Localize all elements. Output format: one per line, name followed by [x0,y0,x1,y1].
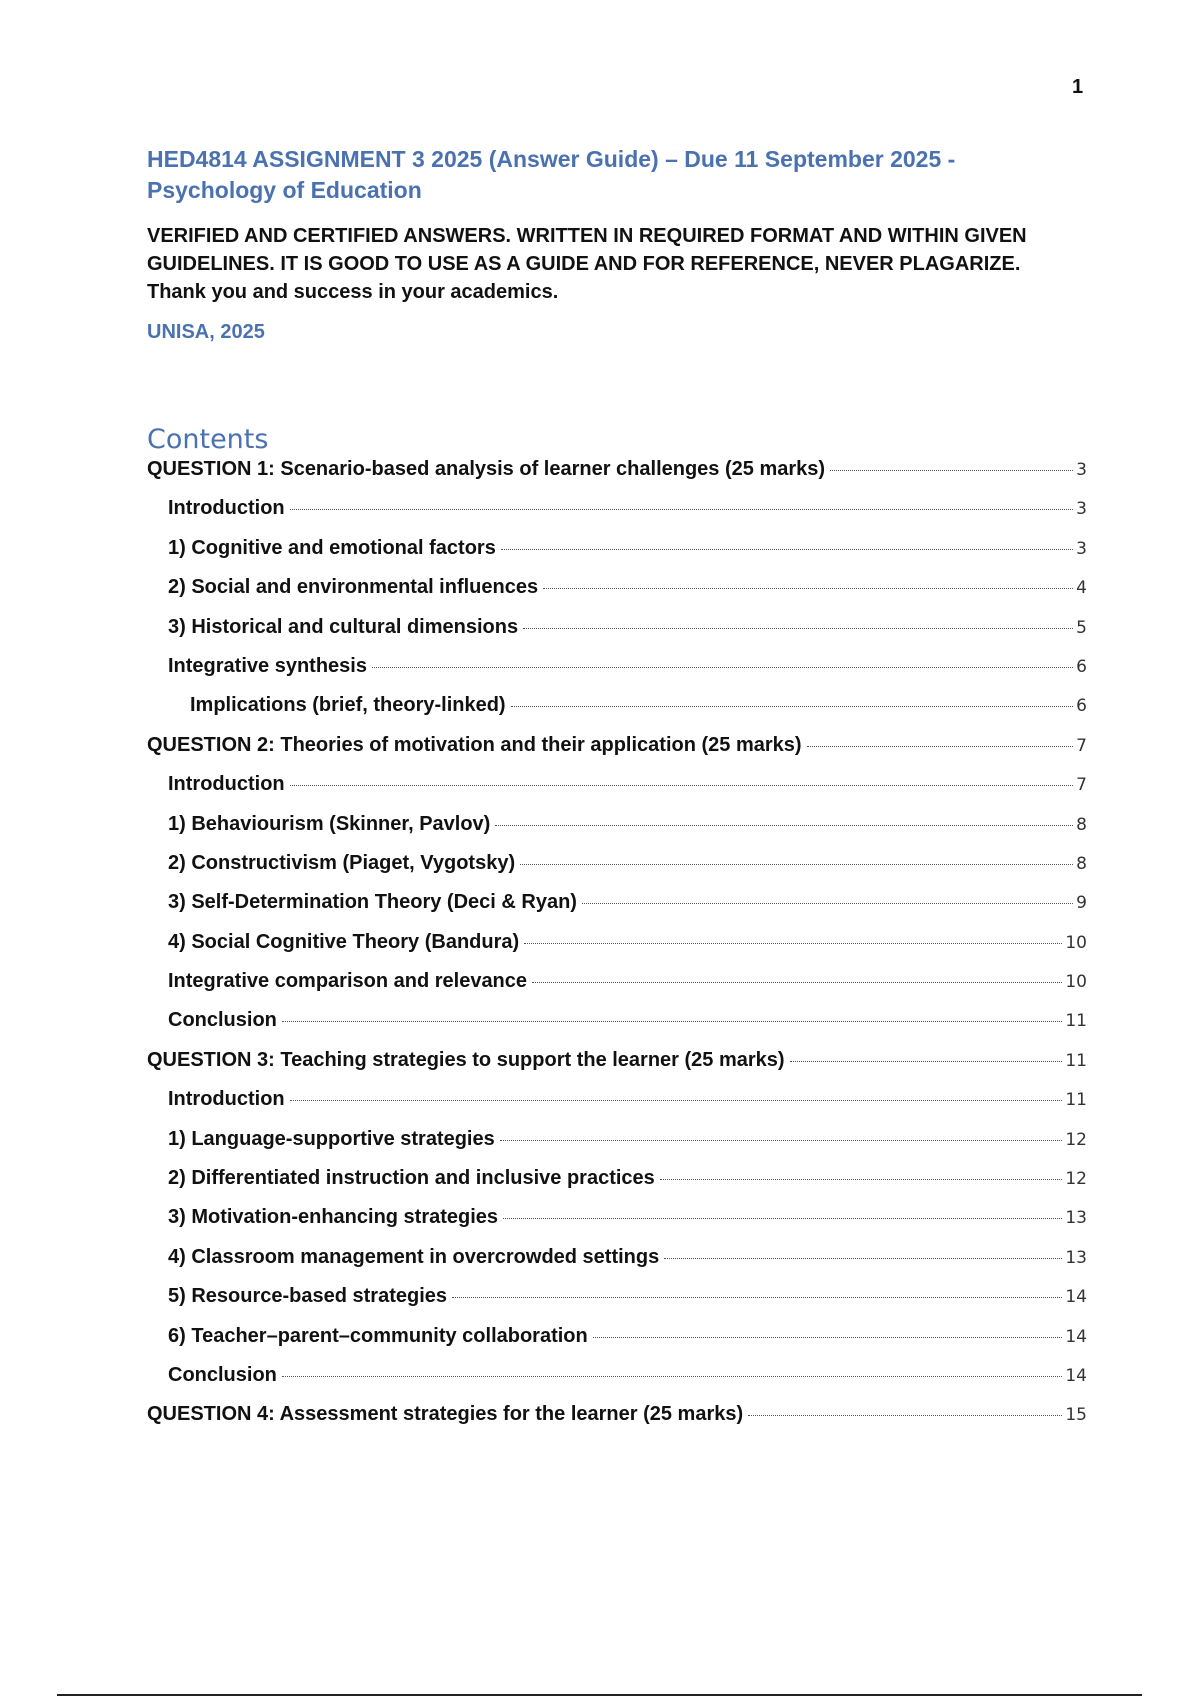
toc-entry-page: 12 [1065,1129,1087,1150]
toc-entry-title: 5) Resource-based strategies [168,1285,448,1308]
toc-entry-page: 4 [1076,578,1087,599]
toc-entry-title: 1) Cognitive and emotional factors [168,536,496,559]
toc-entry[interactable] [147,694,1087,733]
toc-dot-leader [501,549,1073,550]
toc-entry-page: 14 [1065,1287,1087,1308]
toc-dot-leader [372,667,1073,668]
toc-entry-page: 6 [1076,696,1087,717]
toc-entry[interactable] [147,773,1087,812]
toc-entry-page: 3 [1076,538,1087,559]
toc-dot-leader [830,470,1073,471]
toc-entry[interactable] [147,1246,1087,1285]
toc-dot-leader [582,903,1073,904]
toc-dot-leader [524,943,1062,944]
document-title: HED4814 ASSIGNMENT 3 2025 (Answer Guide) – Due 11 September 2025 - Psychology of Education [147,146,956,203]
toc-entry-title: 3) Motivation-enhancing strategies [168,1206,499,1229]
toc-entry-title: 6) Teacher–parent–community collaboration [168,1324,588,1347]
toc-dot-leader [495,825,1073,826]
toc-entry-title: 3) Self-Determination Theory (Deci & Ryan) [168,891,577,914]
toc-entry[interactable] [147,891,1087,930]
toc-entry[interactable] [147,537,1087,576]
toc-entry[interactable] [147,1403,1087,1442]
toc-entry-page: 10 [1065,932,1087,953]
toc-dot-leader [290,1100,1063,1101]
toc-entry-title: 1) Language-supportive strategies [168,1127,495,1150]
toc-entry[interactable] [147,458,1087,497]
toc-dot-leader [282,1021,1062,1022]
toc-entry-title: 2) Social and environmental influences [168,576,539,599]
toc-dot-leader [290,785,1074,786]
toc-entry-title: Introduction [168,497,285,520]
toc-entry-page: 11 [1065,1050,1087,1071]
toc-entry-title: 2) Differentiated instruction and inclusive practices [168,1167,655,1190]
institution-year: UNISA, 2025 [147,321,265,343]
toc-entry-title: Implications (brief, theory-linked) [190,694,506,717]
toc-entry-page: 12 [1065,1169,1087,1190]
toc-entry[interactable] [147,1167,1087,1206]
toc-entry-page: 13 [1065,1247,1087,1268]
toc-entry-page: 14 [1065,1326,1087,1347]
toc-entry[interactable] [147,931,1087,970]
toc-dot-leader [660,1179,1063,1180]
toc-dot-leader [593,1337,1063,1338]
toc-entry-page: 11 [1065,1090,1087,1111]
toc-entry-title: QUESTION 1: Scenario-based analysis of learner challenges (25 marks) [147,458,826,480]
toc-entry-page: 6 [1076,656,1087,677]
toc-entry[interactable] [147,616,1087,655]
toc-entry[interactable] [147,1009,1087,1048]
toc-entry-title: QUESTION 4: Assessment strategies for the learner (25 marks) [147,1403,744,1426]
toc-entry-page: 9 [1076,893,1087,914]
toc-dot-leader [664,1258,1062,1259]
toc-entry-page: 8 [1076,814,1087,835]
toc-dot-leader [290,509,1074,510]
toc-entry-title: 1) Behaviourism (Skinner, Pavlov) [168,812,491,835]
toc-entry-title: Integrative synthesis [168,654,367,677]
toc-dot-leader [520,864,1073,865]
toc-entry[interactable] [147,576,1087,615]
toc-entry[interactable] [147,734,1087,773]
toc-entry-page: 3 [1076,460,1087,480]
toc-entry[interactable] [147,1128,1087,1167]
contents-heading: Contents [147,424,269,455]
toc-entry-title: 4) Classroom management in overcrowded settings [168,1245,660,1268]
footer-divider [57,1694,1142,1696]
toc-dot-leader [543,588,1073,589]
toc-entry-title: QUESTION 3: Teaching strategies to support the learner (25 marks) [147,1048,785,1071]
toc-entry-page: 3 [1076,499,1087,520]
toc-dot-leader [511,706,1074,707]
toc-entry[interactable] [147,1364,1087,1403]
toc-entry-title: Integrative comparison and relevance [168,970,528,993]
toc-dot-leader [748,1415,1062,1416]
toc-dot-leader [500,1140,1063,1141]
toc-dot-leader [523,628,1073,629]
toc-dot-leader [503,1218,1062,1219]
toc-entry[interactable] [147,1325,1087,1364]
toc-entry-page: 7 [1076,735,1087,756]
toc-entry[interactable] [147,1049,1087,1088]
toc-entry[interactable] [147,970,1087,1009]
toc-entry[interactable] [147,655,1087,694]
toc-entry-page: 5 [1076,617,1087,638]
toc-dot-leader [532,982,1062,983]
toc-entry[interactable] [147,1088,1087,1127]
toc-entry[interactable] [147,1206,1087,1245]
toc-dot-leader [282,1376,1062,1377]
toc-entry-title: Conclusion [168,1009,277,1032]
toc-entry-page: 10 [1065,972,1087,993]
toc-entry-title: 4) Social Cognitive Theory (Bandura) [168,930,520,953]
toc-entry-page: 13 [1065,1208,1087,1229]
toc-entry[interactable] [147,1285,1087,1324]
toc-entry-page: 7 [1076,775,1087,796]
toc-dot-leader [790,1061,1063,1062]
toc-entry[interactable] [147,852,1087,891]
toc-entry-page: 14 [1065,1365,1087,1386]
toc-entry[interactable] [147,813,1087,852]
toc-entry-title: 3) Historical and cultural dimensions [168,615,519,638]
toc-entry-page: 8 [1076,853,1087,874]
toc-entry-page: 11 [1065,1011,1087,1032]
toc-entry-page: 15 [1065,1405,1087,1426]
toc-entry[interactable] [147,497,1087,536]
page-number: 1 [1072,76,1084,98]
table-of-contents [147,458,1087,1443]
toc-entry-title: 2) Constructivism (Piaget, Vygotsky) [168,851,516,874]
toc-entry-title: QUESTION 2: Theories of motivation and their application (25 marks) [147,733,802,756]
disclaimer-notice: VERIFIED AND CERTIFIED ANSWERS. WRITTEN IN REQUIRED FORMAT AND WITHIN GIVEN GUIDELINES. IT IS GOOD TO USE AS A GUIDE AND FOR REFERENCE, NEVER PLAGARIZE. Thank you and success in your academics. [147,225,1027,303]
toc-dot-leader [807,746,1074,747]
toc-entry-title: Introduction [168,773,285,796]
toc-entry-title: Conclusion [168,1363,277,1386]
toc-entry-title: Introduction [168,1088,285,1111]
toc-dot-leader [452,1297,1062,1298]
